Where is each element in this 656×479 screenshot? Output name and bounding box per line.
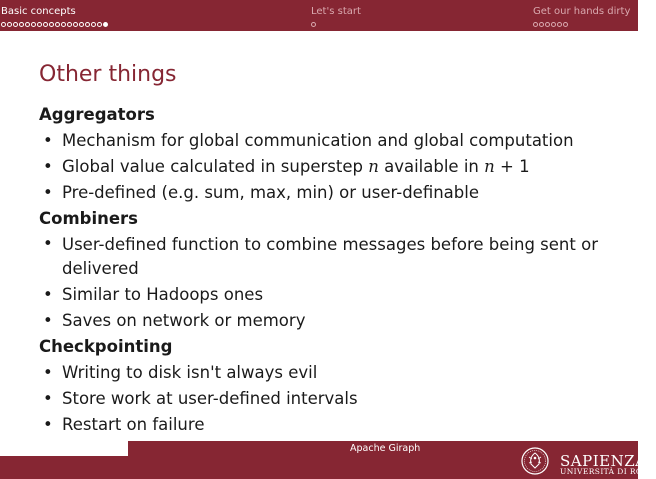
list-item-text: Mechanism for global communication and global computation [62,131,574,150]
list-item [39,412,619,438]
nav-section-title[interactable]: Let's start [311,6,361,17]
header-nav-bar [0,0,638,31]
nav-dot[interactable] [13,22,18,27]
list-item [39,386,619,412]
nav-section-title[interactable]: Get our hands dirty [533,6,631,17]
logo-subtitle: UNIVERSITÀ DI ROMA [560,467,656,476]
nav-section-get-our-hands-dirty[interactable] [533,6,630,28]
block-checkpointing [39,334,619,438]
list-item-text: Store work at user-defined intervals [62,389,358,408]
nav-progress-dots [533,21,630,28]
nav-dot[interactable] [311,22,316,27]
nav-dot[interactable] [97,22,102,27]
list-item [39,232,619,282]
block-aggregators [39,102,619,206]
nav-dot[interactable] [563,22,568,27]
nav-dot[interactable] [103,22,108,27]
nav-dot[interactable] [557,22,562,27]
nav-dot[interactable] [545,22,550,27]
bullet-list [39,128,619,206]
frame-content [39,102,619,438]
nav-dot[interactable] [85,22,90,27]
list-item-text: Writing to disk isn't always evil [62,363,318,382]
list-item [39,308,619,334]
block-title: Combiners [39,209,138,228]
nav-dot[interactable] [25,22,30,27]
bullet-icon: • [43,234,53,253]
bullet-icon: • [43,415,53,434]
bullet-icon: • [43,285,53,304]
bullet-list [39,360,619,438]
nav-dot[interactable] [7,22,12,27]
sapienza-seal-icon [521,447,549,475]
list-item [39,128,619,154]
block-combiners [39,206,619,334]
nav-dot[interactable] [1,22,6,27]
bullet-icon: • [43,389,53,408]
nav-dot[interactable] [49,22,54,27]
nav-dot[interactable] [551,22,556,27]
nav-dot[interactable] [43,22,48,27]
footer-author-box [0,441,128,456]
nav-section-title[interactable]: Basic concepts [1,6,76,17]
nav-dot[interactable] [79,22,84,27]
nav-dot[interactable] [67,22,72,27]
bullet-icon: • [43,183,53,202]
nav-section-lets-start[interactable] [311,6,361,28]
list-item-text: Restart on failure [62,415,205,434]
bullet-icon: • [43,311,53,330]
logo-name: SAPIENZA [560,452,647,470]
nav-dot[interactable] [73,22,78,27]
nav-dot[interactable] [19,22,24,27]
list-item [39,180,619,206]
block-title: Checkpointing [39,337,173,356]
block-title: Aggregators [39,105,155,124]
bullet-icon: • [43,131,53,150]
footer-title: Apache Giraph [350,443,421,454]
list-item [39,282,619,308]
nav-dot[interactable] [533,22,538,27]
nav-dot[interactable] [61,22,66,27]
nav-dot[interactable] [37,22,42,27]
nav-section-basic-concepts[interactable] [1,6,108,28]
bullet-list [39,232,619,334]
list-item [39,360,619,386]
bullet-icon: • [43,157,53,176]
list-item-text: Global value calculated in superstep n available in n + 1 [62,157,530,176]
nav-dot[interactable] [91,22,96,27]
list-item [39,154,619,180]
bullet-icon: • [43,363,53,382]
frame-title: Other things [39,62,177,87]
nav-dot[interactable] [55,22,60,27]
nav-dot[interactable] [31,22,36,27]
list-item-text: Saves on network or memory [62,311,306,330]
list-item-text: Similar to Hadoops ones [62,285,264,304]
nav-progress-dots [311,21,361,28]
nav-dot[interactable] [539,22,544,27]
list-item-text: User-defined function to combine messages before being sent or delivered [62,235,598,278]
list-item-text: Pre-defined (e.g. sum, max, min) or user-definable [62,183,479,202]
nav-progress-dots [1,21,108,28]
